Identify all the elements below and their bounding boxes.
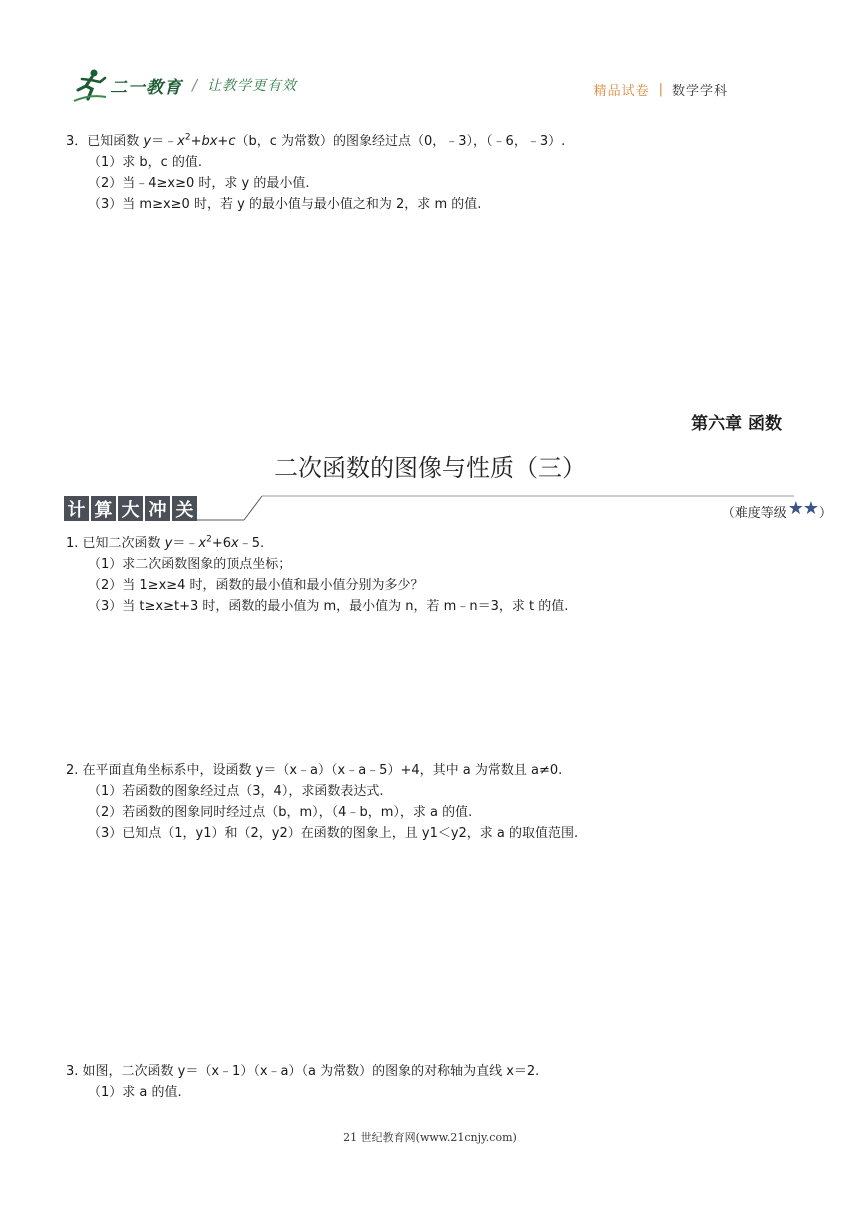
star-icon: ★★ [787, 498, 818, 519]
brand-name: 二一教育 [110, 77, 182, 98]
question-part: （1）求 b，c 的值. [88, 155, 203, 170]
question-stem: 3. 如图，二次函数 y＝（x﹣1）（x﹣a）（a 为常数）的图象的对称轴为直线 x＝2. [66, 1064, 540, 1079]
header-right [594, 80, 728, 99]
subject-label: 数学学科 [671, 84, 728, 99]
question-1 [66, 533, 568, 617]
banner-title [64, 496, 199, 521]
header-slash: / [192, 76, 198, 94]
question-part: （3）当 m≥x≥0 时，若 y 的最小值与最小值之和为 2，求 m 的值. [88, 197, 482, 212]
banner-char: 算 [91, 496, 116, 521]
question-2 [66, 760, 578, 844]
question-stem: 1. 已知二次函数 $y=﹣x^2+6x﹣5$. [66, 534, 265, 551]
question-part: （2）当﹣4≥x≥0 时，求 y 的最小值. [88, 176, 310, 191]
question-stem: 3．已知函数 $y=﹣x^2+bx+c(b$，c 为常数）的图象经过点（0，﹣3），（﹣6，﹣3）. [66, 132, 566, 149]
question-part: （3）已知点（1，y1）和（2，y2）在函数的图象上，且 y1＜y2，求 a 的取值范围. [88, 826, 579, 841]
banner-char: 大 [118, 496, 143, 521]
page-title: 二次函数的图像与性质（三） [274, 454, 586, 482]
question-3 [66, 1061, 539, 1103]
premium-label: 精品试卷 [593, 84, 650, 99]
question-part: （1）求二次函数图象的顶点坐标； [88, 557, 292, 572]
question-part: （1）求 a 的值. [88, 1085, 182, 1100]
runner-logo-icon [72, 68, 108, 102]
question-part: （1）若函数的图象经过点（3，4），求函数表达式. [88, 784, 384, 799]
prev-question-3 [66, 131, 565, 215]
banner-char: 冲 [145, 496, 170, 521]
chapter-heading: 第六章 函数 [691, 414, 782, 434]
banner-char: 关 [172, 496, 197, 521]
question-part: （2）当 1≥x≥4 时，函数的最小值和最小值分别为多少？ [88, 578, 424, 593]
page-footer: 21 世纪教育网(www.21cnjy.com) [343, 1131, 517, 1144]
brand-logo [72, 68, 297, 102]
question-part: （3）当 t≥x≥t+3 时，函数的最小值为 m，最小值为 n，若 m﹣n＝3，求 t 的值. [88, 599, 569, 614]
brand-slogan: 让教学更有效 [207, 78, 298, 94]
question-part: （2）若函数的图象同时经过点（b，m），（4﹣b，m），求 a 的值. [88, 805, 473, 820]
banner-char: 计 [64, 496, 89, 521]
question-stem: 2. 在平面直角坐标系中，设函数 y＝（x﹣a）（x﹣a﹣5）+4，其中 a 为常数且 a≠0. [66, 763, 563, 778]
page-header [0, 60, 860, 110]
header-separator: | [658, 82, 663, 97]
section-banner [64, 494, 794, 526]
difficulty-level: （难度等级 ★★ ） [721, 498, 832, 521]
